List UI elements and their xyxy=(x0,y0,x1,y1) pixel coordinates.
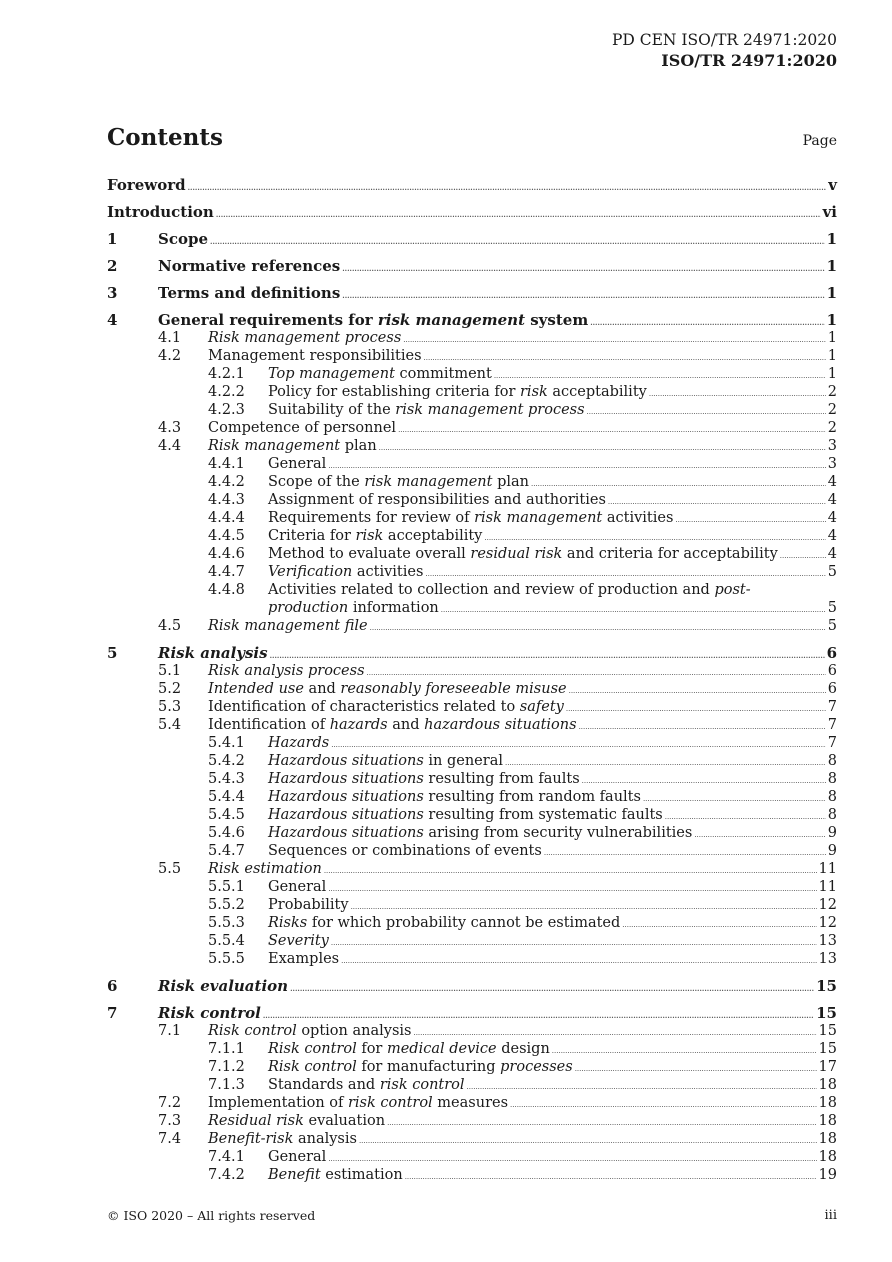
toc-entry-number: 5.4.4 xyxy=(208,789,245,805)
toc-entry-title: Risk analysis process xyxy=(208,663,365,679)
toc-entry-title: Risk control for manufacturing processes xyxy=(268,1059,573,1075)
toc-entry-number: 7.1.2 xyxy=(208,1059,245,1075)
toc-main-entry[interactable] xyxy=(107,977,837,995)
toc-entry-title: Risks for which probability cannot be estimated xyxy=(268,915,621,931)
toc-entry-title: Risk management file xyxy=(208,618,368,634)
toc-entry-page: 8 xyxy=(827,807,837,823)
toc-entry-number: 5.4.6 xyxy=(208,825,245,841)
toc-main-entry[interactable] xyxy=(107,257,837,275)
toc-entry[interactable] xyxy=(107,914,837,932)
toc-entry-title: Foreword xyxy=(107,176,186,194)
toc-entry-number: 2 xyxy=(107,257,118,275)
toc-entry-number: 4.3 xyxy=(158,420,182,436)
toc-entry-number: 4.2.3 xyxy=(208,402,245,418)
toc-entry-number: 4.4.8 xyxy=(208,582,245,598)
toc-entry-number: 5.3 xyxy=(158,699,182,715)
toc-entry-page: 7 xyxy=(827,699,837,715)
toc-entry-title: General requirements for risk management system xyxy=(158,311,589,329)
toc-entry-title-continued: production information xyxy=(268,600,439,616)
toc-entry-page: 18 xyxy=(818,1095,837,1111)
toc-entry-page: 5 xyxy=(827,564,837,580)
toc-entry-title: Risk evaluation xyxy=(158,977,289,995)
toc-entry-number: 4.2.1 xyxy=(208,366,245,382)
toc-entry-page: 15 xyxy=(818,1023,837,1039)
toc-entry-title: Management responsibilities xyxy=(208,348,422,364)
toc-entry[interactable] xyxy=(107,716,837,734)
toc-entry[interactable] xyxy=(107,419,837,437)
toc-entry-number: 5.5.5 xyxy=(208,951,245,967)
toc-entry-page: 5 xyxy=(827,618,837,634)
toc-entry[interactable] xyxy=(107,473,837,491)
toc-entry[interactable] xyxy=(107,617,837,635)
toc-entry-number: 5.4.7 xyxy=(208,843,245,859)
toc-entry-number: 7.1.1 xyxy=(208,1041,245,1057)
toc-entry[interactable] xyxy=(107,329,837,347)
toc-entry-title: General xyxy=(268,456,327,472)
toc-entry[interactable] xyxy=(107,545,837,563)
toc-entry-page: 9 xyxy=(827,825,837,841)
toc-entry[interactable] xyxy=(107,1130,837,1148)
page-title: Contents xyxy=(107,124,223,151)
dot-leader xyxy=(188,179,827,197)
toc-entry-page: 4 xyxy=(827,546,837,562)
toc-entry-page: 4 xyxy=(827,528,837,544)
toc-entry-number: 5 xyxy=(107,644,118,662)
toc-entry[interactable] xyxy=(107,662,837,680)
toc-entry-number: 4 xyxy=(107,311,118,329)
toc-entry-page: 18 xyxy=(818,1077,837,1093)
toc-entry-number: 5.4.3 xyxy=(208,771,245,787)
dot-leader xyxy=(405,1168,817,1186)
toc-entry-title: Risk estimation xyxy=(208,861,322,877)
toc-entry-title: Examples xyxy=(268,951,340,967)
toc-entry-page: 4 xyxy=(827,492,837,508)
toc-entry-number: 4.4 xyxy=(158,438,182,454)
toc-entry[interactable] xyxy=(107,581,837,617)
toc-entry[interactable] xyxy=(107,752,837,770)
toc-entry[interactable] xyxy=(107,770,837,788)
toc-entry-number: 5.4.2 xyxy=(208,753,245,769)
dot-leader xyxy=(341,952,816,970)
toc-entry-title: Scope xyxy=(158,230,209,248)
toc-entry-page: 7 xyxy=(827,717,837,733)
toc-entry[interactable] xyxy=(107,1040,837,1058)
toc-entry-title: Hazardous situations in general xyxy=(268,753,503,769)
toc-entry-page: vi xyxy=(822,203,837,221)
toc-main-entry[interactable] xyxy=(107,203,837,221)
dot-leader xyxy=(216,206,821,224)
toc-entry-number: 7.1.3 xyxy=(208,1077,245,1093)
toc-entry-page: 2 xyxy=(827,402,837,418)
toc-entry-number: 5.4.5 xyxy=(208,807,245,823)
toc-entry[interactable] xyxy=(107,680,837,698)
toc-entry[interactable] xyxy=(107,383,837,401)
document-id-header: PD CEN ISO/TR 24971:2020 xyxy=(611,31,837,49)
toc-entry-title: Verification activities xyxy=(268,564,424,580)
toc-entry-number: 4.4.5 xyxy=(208,528,245,544)
toc-entry-title: Assignment of responsibilities and authorities xyxy=(268,492,606,508)
toc-entry-title: Probability xyxy=(268,897,349,913)
toc-entry-number: 7.4.1 xyxy=(208,1149,245,1165)
dot-leader xyxy=(342,260,824,278)
toc-entry[interactable] xyxy=(107,860,837,878)
toc-entry-title: Risk analysis xyxy=(158,644,268,662)
toc-entry-title: Hazardous situations resulting from random faults xyxy=(268,789,641,805)
toc-entry-number: 5.5 xyxy=(158,861,182,877)
toc-entry[interactable] xyxy=(107,1058,837,1076)
toc-entry-page: v xyxy=(828,176,837,194)
toc-entry-title: Implementation of risk control measures xyxy=(208,1095,509,1111)
toc-entry[interactable] xyxy=(107,734,837,752)
toc-entry-title: Intended use and reasonably foreseeable misuse xyxy=(208,681,567,697)
toc-entry-title: General xyxy=(268,879,327,895)
dot-leader xyxy=(342,287,824,305)
toc-entry-number: 5.5.4 xyxy=(208,933,245,949)
toc-entry-page: 2 xyxy=(827,420,837,436)
toc-entry[interactable] xyxy=(107,509,837,527)
toc-entry-number: 1 xyxy=(107,230,118,248)
toc-entry-page: 15 xyxy=(816,977,837,995)
toc-entry-title: Normative references xyxy=(158,257,341,275)
toc-entry-title: Risk management process xyxy=(208,330,402,346)
toc-entry-number: 4.5 xyxy=(158,618,182,634)
toc-entry-page: 6 xyxy=(827,663,837,679)
toc-entry-title: Risk control option analysis xyxy=(208,1023,412,1039)
page-number: iii xyxy=(824,1208,837,1223)
toc-entry[interactable] xyxy=(107,455,837,473)
toc-entry[interactable] xyxy=(107,1166,837,1184)
toc-entry-title: Standards and risk control xyxy=(268,1077,465,1093)
toc-entry[interactable] xyxy=(107,365,837,383)
toc-entry-page: 7 xyxy=(827,735,837,751)
toc-entry-number: 4.4.7 xyxy=(208,564,245,580)
toc-entry-number: 7.4.2 xyxy=(208,1167,245,1183)
toc-entry-number: 5.5.3 xyxy=(208,915,245,931)
toc-entry[interactable] xyxy=(107,806,837,824)
dot-leader xyxy=(290,980,814,998)
toc-entry-title: Hazards xyxy=(268,735,330,751)
toc-entry[interactable] xyxy=(107,563,837,581)
toc-entry-title: Hazardous situations resulting from systematic faults xyxy=(268,807,663,823)
dot-leader xyxy=(210,233,825,251)
toc-entry-title: Risk control for medical device design xyxy=(268,1041,550,1057)
toc-entry[interactable] xyxy=(107,491,837,509)
toc-entry[interactable] xyxy=(107,1112,837,1130)
toc-entry-number: 5.2 xyxy=(158,681,182,697)
toc-entry-title: Residual risk evaluation xyxy=(208,1113,386,1129)
toc-entry-page: 1 xyxy=(827,366,837,382)
toc-entry-title: Severity xyxy=(268,933,329,949)
toc-entry-page: 1 xyxy=(826,257,837,275)
toc-entry-page: 18 xyxy=(818,1149,837,1165)
toc-entry[interactable] xyxy=(107,1094,837,1112)
toc-entry-page: 3 xyxy=(827,438,837,454)
toc-entry[interactable] xyxy=(107,347,837,365)
toc-entry-page: 18 xyxy=(818,1113,837,1129)
toc-entry-number: 5.5.1 xyxy=(208,879,245,895)
toc-entry-title: Criteria for risk acceptability xyxy=(268,528,483,544)
toc-entry-number: 7.4 xyxy=(158,1131,182,1147)
toc-entry-page: 6 xyxy=(826,644,837,662)
toc-entry-title: Sequences or combinations of events xyxy=(268,843,542,859)
toc-entry-title: Identification of hazards and hazardous situations xyxy=(208,717,577,733)
toc-entry-page: 9 xyxy=(827,843,837,859)
toc-entry-title: Suitability of the risk management process xyxy=(268,402,585,418)
toc-entry-number: 5.4.1 xyxy=(208,735,245,751)
toc-entry-page: 15 xyxy=(816,1004,837,1022)
toc-entry-number: 4.4.6 xyxy=(208,546,245,562)
standard-id-header: ISO/TR 24971:2020 xyxy=(661,51,837,70)
toc-entry-title: Risk management plan xyxy=(208,438,377,454)
toc-entry-page: 12 xyxy=(818,915,837,931)
toc-main-entry[interactable] xyxy=(107,644,837,662)
toc-entry-page: 1 xyxy=(826,230,837,248)
toc-entry-title: Identification of characteristics related to safety xyxy=(208,699,564,715)
toc-entry-number: 4.4.4 xyxy=(208,510,245,526)
toc-entry-title: General xyxy=(268,1149,327,1165)
toc-entry-number: 4.4.3 xyxy=(208,492,245,508)
toc-entry-page: 3 xyxy=(827,456,837,472)
toc-main-entry[interactable] xyxy=(107,284,837,302)
toc-entry-page: 11 xyxy=(818,879,837,895)
toc-entry-title: Policy for establishing criteria for risk acceptability xyxy=(268,384,647,400)
toc-entry[interactable] xyxy=(107,1022,837,1040)
toc-entry-title: Risk control xyxy=(158,1004,261,1022)
toc-entry-page: 4 xyxy=(827,474,837,490)
toc-entry[interactable] xyxy=(107,878,837,896)
toc-entry[interactable] xyxy=(107,401,837,419)
toc-main-entry[interactable] xyxy=(107,1004,837,1022)
toc-entry-page: 5 xyxy=(827,600,837,616)
toc-main-entry[interactable] xyxy=(107,311,837,329)
toc-entry-title: Hazardous situations arising from security vulnerabilities xyxy=(268,825,693,841)
toc-entry-title: Benefit-risk analysis xyxy=(208,1131,357,1147)
toc-entry-page: 1 xyxy=(827,348,837,364)
toc-entry-page: 17 xyxy=(818,1059,837,1075)
copyright-notice: © ISO 2020 – All rights reserved xyxy=(107,1208,316,1223)
toc-entry-title: Introduction xyxy=(107,203,214,221)
dot-leader xyxy=(370,619,826,637)
toc-entry[interactable] xyxy=(107,1076,837,1094)
toc-entry-number: 4.2.2 xyxy=(208,384,245,400)
toc-entry[interactable] xyxy=(107,824,837,842)
toc-entry[interactable] xyxy=(107,896,837,914)
toc-entry-page: 8 xyxy=(827,789,837,805)
toc-entry-page: 15 xyxy=(818,1041,837,1057)
toc-entry-number: 4.2 xyxy=(158,348,182,364)
toc-entry-number: 7.2 xyxy=(158,1095,182,1111)
toc-main-entry[interactable] xyxy=(107,176,837,194)
toc-entry-number: 4.4.1 xyxy=(208,456,245,472)
toc-entry-number: 7 xyxy=(107,1004,118,1022)
toc-entry-page: 8 xyxy=(827,771,837,787)
toc-entry[interactable] xyxy=(107,932,837,950)
toc-entry[interactable] xyxy=(107,1148,837,1166)
toc-entry-number: 5.5.2 xyxy=(208,897,245,913)
toc-entry[interactable] xyxy=(107,437,837,455)
toc-entry-page: 13 xyxy=(818,951,837,967)
toc-entry-title: Activities related to collection and review of production and post- xyxy=(268,582,751,598)
toc-entry[interactable] xyxy=(107,698,837,716)
toc-entry-title: Competence of personnel xyxy=(208,420,397,436)
toc-entry-title: Requirements for review of risk management activities xyxy=(268,510,674,526)
page-column-label: Page xyxy=(802,133,837,149)
toc-entry[interactable] xyxy=(107,842,837,860)
toc-entry-title: Scope of the risk management plan xyxy=(268,474,529,490)
toc-entry-number: 7.3 xyxy=(158,1113,182,1129)
toc-entry-page: 1 xyxy=(826,311,837,329)
toc-entry-page: 1 xyxy=(826,284,837,302)
toc-entry-page: 13 xyxy=(818,933,837,949)
toc-entry-number: 5.1 xyxy=(158,663,182,679)
toc-entry-page: 1 xyxy=(827,330,837,346)
toc-entry-page: 12 xyxy=(818,897,837,913)
toc-entry-page: 6 xyxy=(827,681,837,697)
toc-entry[interactable] xyxy=(107,788,837,806)
toc-entry[interactable] xyxy=(107,527,837,545)
toc-entry-page: 19 xyxy=(818,1167,837,1183)
toc-entry-page: 18 xyxy=(818,1131,837,1147)
toc-entry[interactable] xyxy=(107,950,837,968)
toc-entry-page: 8 xyxy=(827,753,837,769)
toc-entry-page: 2 xyxy=(827,384,837,400)
toc-entry-number: 4.1 xyxy=(158,330,182,346)
toc-entry-title: Top management commitment xyxy=(268,366,492,382)
toc-entry-number: 5.4 xyxy=(158,717,182,733)
toc-entry-page: 11 xyxy=(818,861,837,877)
toc-entry-title: Method to evaluate overall residual risk and criteria for acceptability xyxy=(268,546,778,562)
toc-entry-title: Hazardous situations resulting from faults xyxy=(268,771,580,787)
toc-entry-number: 4.4.2 xyxy=(208,474,245,490)
toc-entry-number: 7.1 xyxy=(158,1023,182,1039)
toc-entry-number: 3 xyxy=(107,284,118,302)
toc-entry-number: 6 xyxy=(107,977,118,995)
toc-entry-title: Benefit estimation xyxy=(268,1167,403,1183)
toc-main-entry[interactable] xyxy=(107,230,837,248)
toc-entry-page: 4 xyxy=(827,510,837,526)
toc-entry-title: Terms and definitions xyxy=(158,284,341,302)
